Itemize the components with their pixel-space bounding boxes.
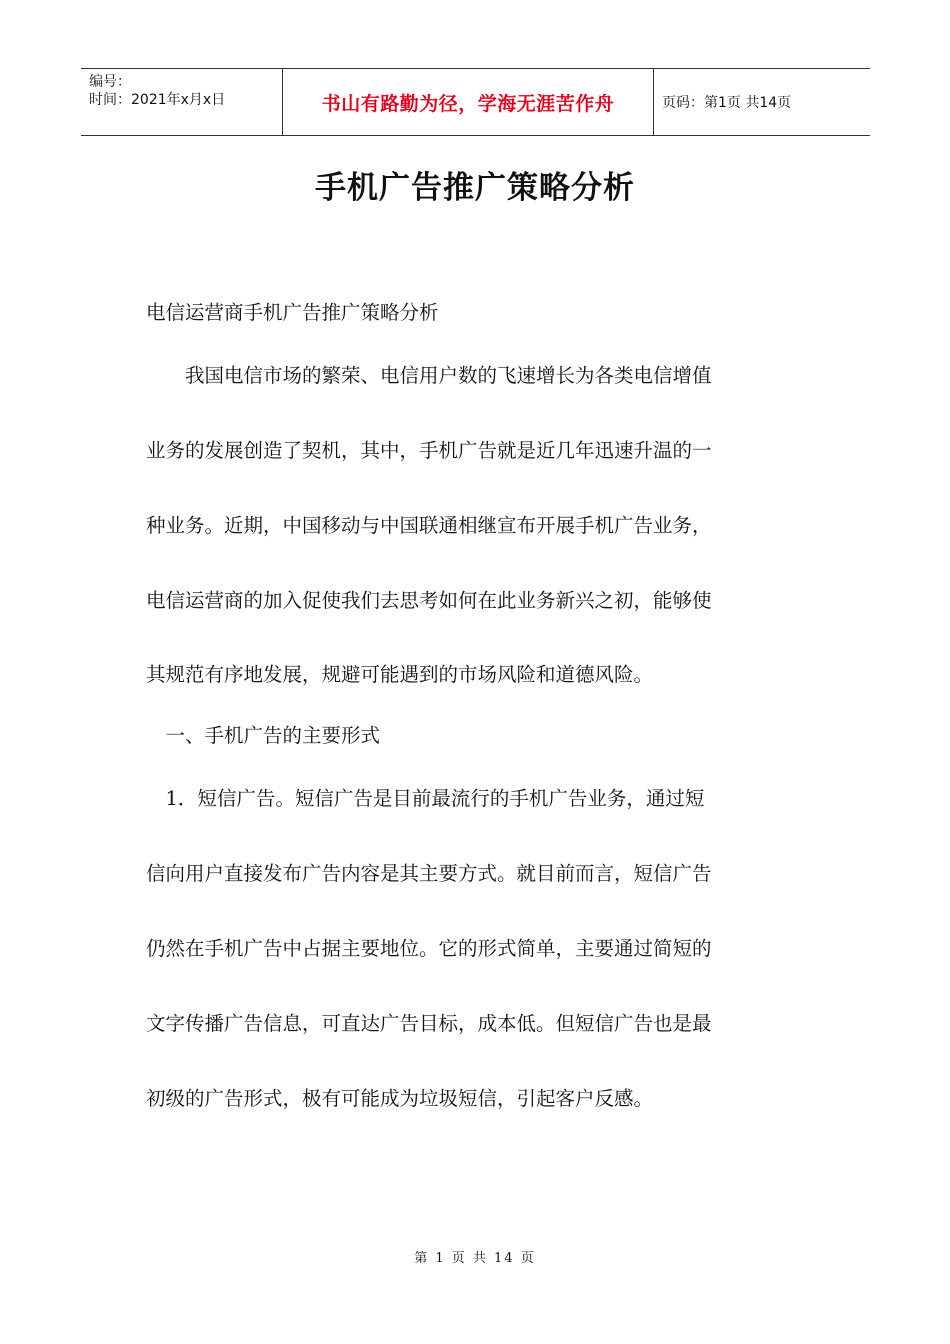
number-label: 编号： [89, 74, 131, 90]
body-line: 业务的发展创造了契机，其中，手机广告就是近几年迅速升温的一 [146, 439, 712, 462]
body-line: 文字传播广告信息，可直达广告目标，成本低。但短信广告也是最 [146, 1012, 712, 1035]
body-line: 信向用户直接发布广告内容是其主要方式。就目前而言，短信广告 [146, 862, 712, 885]
motto-text: 书山有路勤为径，学海无涯苦作舟 [321, 92, 615, 115]
body-line: 1．短信广告。短信广告是目前最流行的手机广告业务，通过短 [146, 787, 705, 810]
body-line: 种业务。近期，中国移动与中国联通相继宣布开展手机广告业务， [146, 514, 712, 537]
body-line: 其规范有序地发展，规避可能遇到的市场风险和道德风险。 [146, 663, 654, 686]
body-line: 初级的广告形式，极有可能成为垃圾短信，引起客户反感。 [146, 1087, 654, 1110]
page-info-text: 页码：第1页 共14页 [662, 95, 792, 111]
body-line: 电信运营商的加入促使我们去思考如何在此业务新兴之初，能够使 [146, 589, 712, 612]
time-label: 时间：2021年x月x日 [89, 92, 226, 108]
document-title: 手机广告推广策略分析 [315, 170, 635, 206]
page-footer: 第 1 页 共 14 页 [414, 1251, 536, 1266]
header-motto-cell [282, 69, 654, 135]
subtitle-line: 电信运营商手机广告推广策略分析 [146, 301, 439, 324]
header-meta [81, 69, 282, 135]
header-page-info [654, 69, 870, 135]
body-line: 仍然在手机广告中占据主要地位。它的形式简单，主要通过简短的 [146, 937, 712, 960]
page-header [81, 68, 870, 136]
section-heading: 一、手机广告的主要形式 [146, 724, 381, 747]
body-line: 我国电信市场的繁荣、电信用户数的飞速增长为各类电信增值 [146, 364, 712, 387]
